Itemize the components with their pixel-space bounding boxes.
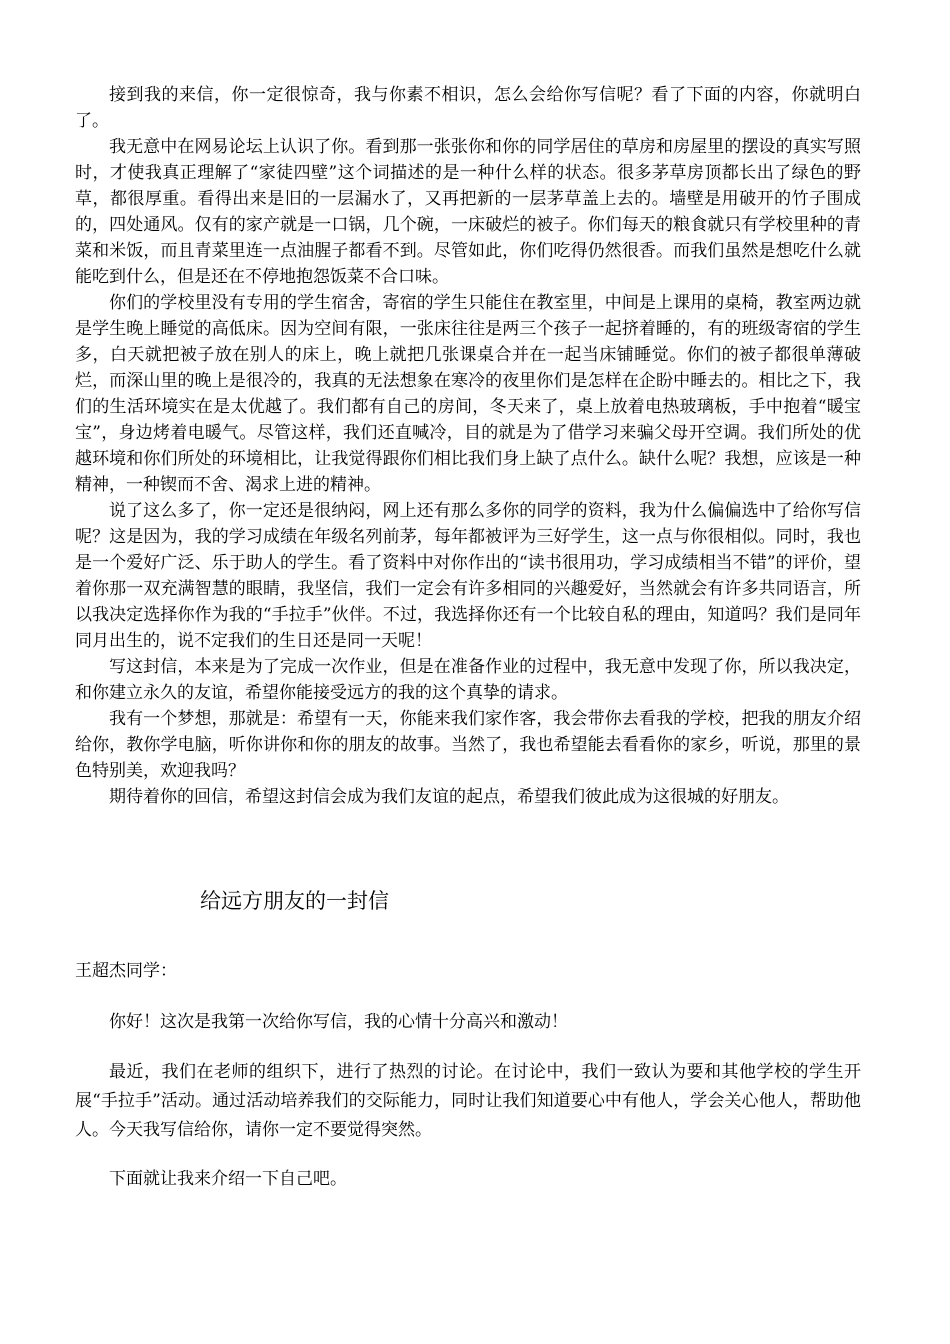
letter-paragraph: 你们的学校里没有专用的学生宿舍，寄宿的学生只能住在教室里，中间是上课用的桌椅，教室两边就是学生晚上睡觉的高低床。因为空间有限，一张床往往是两三个孩子一起挤着睡的，有的班级寄宿的学生多，白天就把被子放在别人的床上，晚上就把几张课桌合并在一起当床铺睡觉。你们的被子都很单薄破烂，而深山里的晚上是很冷的，我真的无法想象在寒冷的夜里你们是怎样在企盼中睡去的。相比之下，我们的生活环境实在是太优越了。我们都有自己的房间，冬天来了，桌上放着电热玻璃板，手中抱着“暖宝宝”，身边烤着电暖气。尽管这样，我们还直喊冷，目的就是为了借学习来骗父母开空调。我们所处的优越环境和你们所处的环境相比，让我觉得跟你们相比我们身上缺了点什么。缺什么呢？我想，应该是一种精神，一种锲而不舍、渴求上进的精神。 xyxy=(75,293,861,495)
letter-paragraph: 说了这么多了，你一定还是很纳闷，网上还有那么多你的同学的资料，我为什么偏偏选中了给你写信呢？这是因为，我的学习成绩在年级名列前茅，每年都被评为三好学生，这一点与你很相似。同时，我也是一个爱好广泛、乐于助人的学生。看了资料中对你作出的“读书很用功，学习成绩相当不错”的评价，望着你那一双充满智慧的眼睛，我坚信，我们一定会有许多相同的兴趣爱好，当然就会有许多共同语言，所以我决定选择你作为我的“手拉手”伙伴。不过，我选择你还有一个比较自私的理由，知道吗？我们是同年同月出生的，说不定我们的生日还是同一天呢！ xyxy=(75,501,861,651)
letter-paragraph: 接到我的来信，你一定很惊奇，我与你素不相识，怎么会给你写信呢？看了下面的内容，你就明白了。 xyxy=(75,85,861,131)
letter-paragraph: 期待着你的回信，希望这封信会成为我们友谊的起点，希望我们彼此成为这很城的好朋友。 xyxy=(109,787,789,807)
second-letter-greeting xyxy=(75,1008,861,1037)
letter-salutation: 王超杰同学： xyxy=(75,961,177,981)
first-letter-body xyxy=(75,82,861,810)
letter-paragraph: 你好！这次是我第一次给你写信，我的心情十分高兴和激动！ xyxy=(109,1012,568,1032)
second-letter-intro xyxy=(75,1165,861,1194)
letter-paragraph: 最近，我们在老师的组织下，进行了热烈的讨论。在讨论中，我们一致认为要和其他学校的学生开展“手拉手”活动。通过活动培养我们的交际能力，同时让我们知道要心中有他人，学会关心他人，帮助他人。今天我写信给你，请你一定不要觉得突然。 xyxy=(75,1062,861,1140)
second-letter-discussion xyxy=(75,1058,861,1145)
letter-paragraph: 我有一个梦想，那就是：希望有一天，你能来我们家作客，我会带你去看我的学校，把我的朋友介绍给你，教你学电脑，听你讲你和你的朋友的故事。当然了，我也希望能去看看你的家乡，听说，那里的景色特别美，欢迎我吗？ xyxy=(75,709,861,781)
letter-title: 给远方朋友的一封信 xyxy=(200,889,389,913)
letter-paragraph: 我无意中在网易论坛上认识了你。看到那一张张你和你的同学居住的草房和房屋里的摆设的真实写照时，才使我真正理解了“家徒四壁”这个词描述的是一种什么样的状态。很多茅草房顶都长出了绿色的野草，都很厚重。看得出来是旧的一层漏水了，又再把新的一层茅草盖上去的。墙壁是用破开的竹子围成的，四处通风。仅有的家产就是一口锅，几个碗，一床破烂的被子。你们每天的粮食就只有学校里种的青菜和米饭，而且青菜里连一点油腥子都看不到。尽管如此，你们吃得仍然很香。而我们虽然是想吃什么就能吃到什么，但是还在不停地抱怨饭菜不合口味。 xyxy=(75,137,861,287)
letter-paragraph: 下面就让我来介绍一下自己吧。 xyxy=(109,1169,347,1189)
letter-paragraph: 写这封信，本来是为了完成一次作业，但是在准备作业的过程中，我无意中发现了你，所以我决定，和你建立永久的友谊，希望你能接受远方的我的这个真挚的请求。 xyxy=(75,657,861,703)
